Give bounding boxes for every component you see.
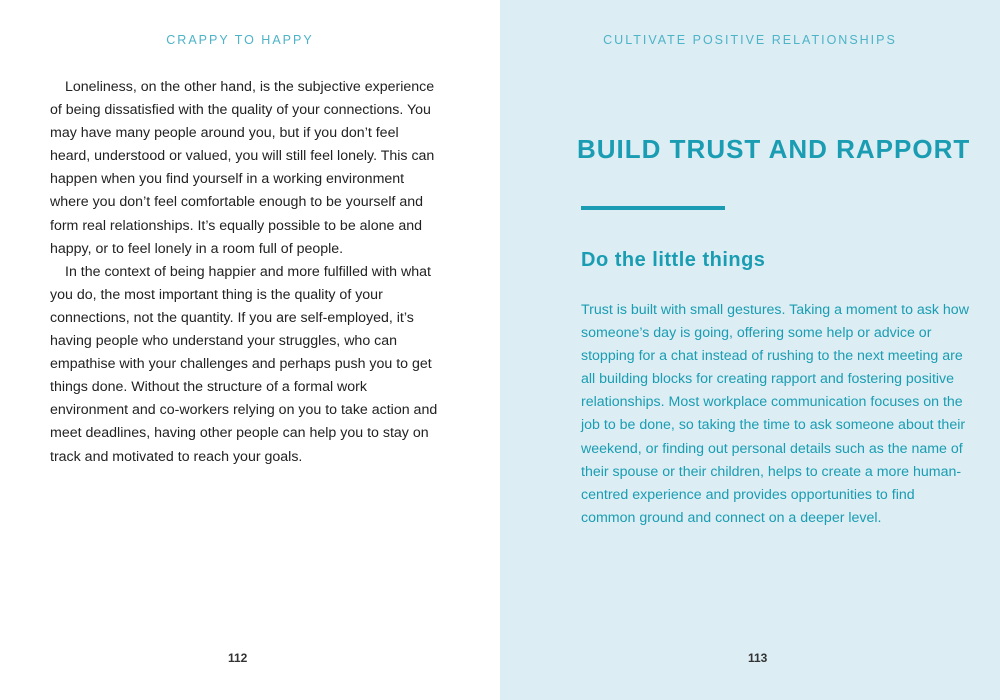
page-number: 112	[228, 651, 248, 665]
paragraph: Trust is built with small gestures. Taking a moment to ask how someone’s day is going, offering some help or advice or stopping for a chat instead of rushing to the next meeting are all building blocks for creating rapport and fostering positive relationships. Most workplace communication focuses on the job to be done, so taking the time to ask someone about their weekend, or finding out personal details such as the name of their spouse or their children, helps to create a more human-centred experience and provides opportunities to find common ground and connect on a deeper level.	[581, 302, 969, 526]
running-head: CULTIVATE POSITIVE RELATIONSHIPS	[603, 33, 897, 47]
body-text	[50, 76, 440, 469]
right-page	[500, 0, 1000, 700]
chapter-title: BUILD TRUST AND RAPPORT	[577, 134, 971, 164]
body-text	[581, 299, 971, 530]
title-underline-rule	[581, 206, 725, 210]
running-head: CRAPPY TO HAPPY	[166, 33, 314, 47]
paragraph: Loneliness, on the other hand, is the subjective experience of being dissatisfied with the quality of your connections. You may have many people around you, but if you don’t feel heard, understood or valued, you will still feel lonely. This can happen when you find yourself in a working environment where you don’t feel comfortable enough to be yourself and form real relationships. It’s equally possible to be alone and happy, or to feel lonely in a room full of people.	[50, 79, 435, 257]
paragraph: In the context of being happier and more fulfilled with what you do, the most important thing is the quality of your connections, not the quantity. If you are self-employed, it’s having people who understand your struggles, who can empathise with your challenges and perhaps push you to get things done. Without the structure of a formal work environment and co-workers relying on you to take action and meet deadlines, having other people can help you to stay on track and motivated to reach your goals.	[50, 263, 438, 465]
section-heading: Do the little things	[581, 249, 766, 271]
page-number: 113	[748, 651, 768, 665]
